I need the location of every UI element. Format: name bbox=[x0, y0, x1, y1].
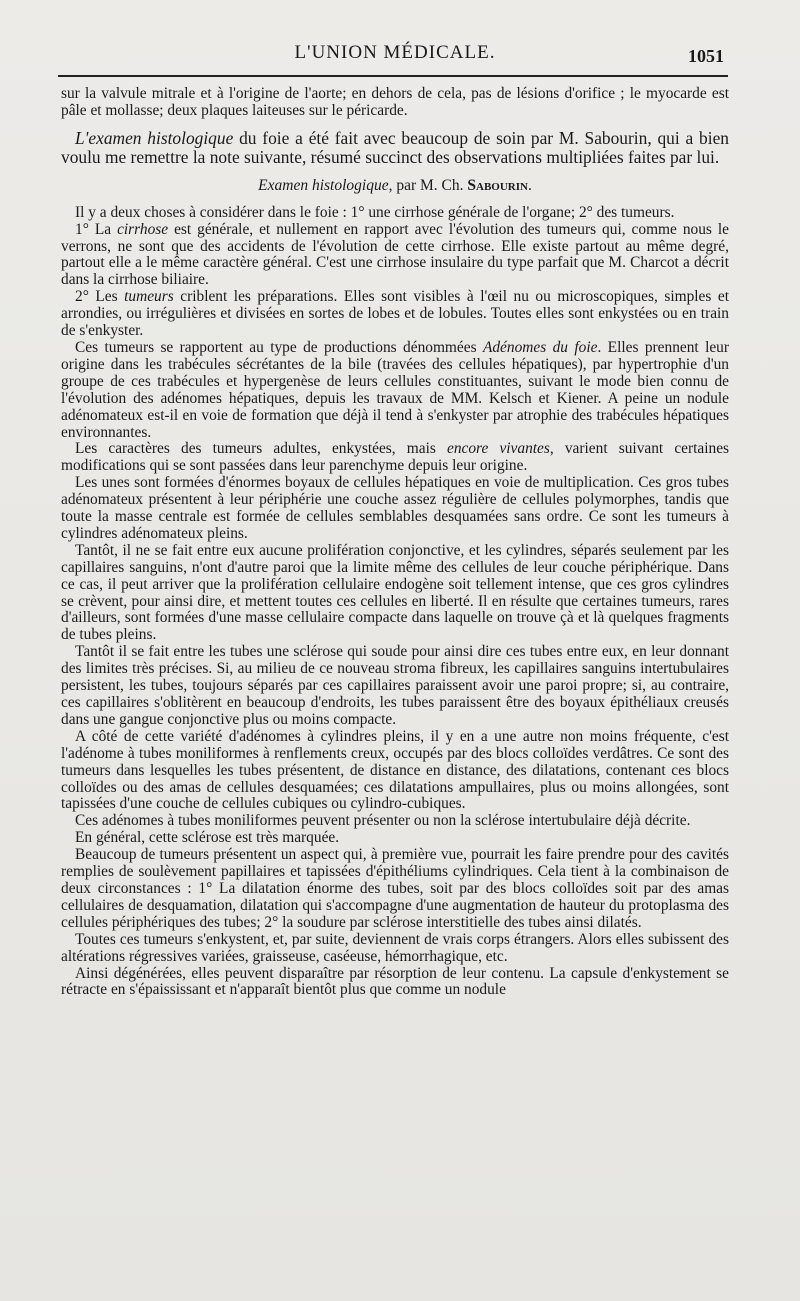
paragraph-p12 bbox=[61, 813, 729, 830]
italic-text: encore vivantes bbox=[447, 440, 550, 458]
text-run: . Elles prennent leur origine dans les trabécules sécrétantes de la bile (travées des cellules hépatiques), par hypertrophie d'un groupe de ces trabécules et hypergenèse de leurs cellules constituantes, suivant le mode bien connu de l'évolution des adénomes hépatiques, depuis les travaux de MM. Kelsch et Kiener. A peine un nodule adénomateux est-il en voie de formation que déjà il tend à s'enkyster par atrophie des trabécules hépatiques environnantes. bbox=[61, 338, 730, 441]
paragraph-p0 bbox=[61, 86, 729, 120]
text-run: Ainsi dégénérées, elles peuvent disparaître par résorption de leur contenu. La capsule d'enkystement se rétracte en s'épaississant et n'apparaît bientôt plus que comme un nodule bbox=[61, 964, 729, 999]
text-run: . bbox=[527, 176, 532, 194]
text-run: En général, cette sclérose est très marquée. bbox=[75, 829, 340, 847]
author-name: Sabourin bbox=[467, 176, 528, 194]
paragraph-p7 bbox=[61, 441, 729, 475]
text-run: , par M. Ch. bbox=[388, 176, 468, 194]
paragraph-p3 bbox=[61, 205, 729, 222]
text-run: 1° La bbox=[75, 220, 118, 238]
text-run: Les caractères des tumeurs adultes, enkystées, mais bbox=[75, 440, 447, 458]
paragraph-p8 bbox=[61, 475, 729, 543]
header-rule bbox=[58, 75, 728, 77]
paragraph-p9 bbox=[61, 543, 729, 644]
page-number: 1051 bbox=[688, 46, 724, 66]
page-header bbox=[60, 42, 730, 72]
text-run: Il y a deux choses à considérer dans le foie : 1° une cirrhose générale de l'organe; 2° des tumeurs. bbox=[75, 203, 675, 221]
text-run: Toutes ces tumeurs s'enkystent, et, par suite, deviennent de vrais corps étrangers. Alors elles subissent des altérations régressives variées, graisseuse, caséeuse, hémorrhagique, etc. bbox=[61, 930, 729, 965]
paragraph-p6 bbox=[61, 340, 729, 441]
running-title: L'UNION MÉDICALE. bbox=[294, 42, 496, 63]
paragraph-p13 bbox=[61, 830, 729, 847]
text-run: sur la valvule mitrale et à l'origine de l'aorte; en dehors de cela, pas de lésions d'orifice ; le myocarde est pâle et mollasse; deux plaques laiteuses sur le péricarde. bbox=[61, 85, 729, 119]
text-run: 2° Les bbox=[75, 288, 125, 306]
text-run: Ces adénomes à tubes moniliformes peuvent présenter ou non la sclérose intertubulaire déjà décrite. bbox=[75, 812, 691, 830]
paragraph-p10 bbox=[61, 644, 729, 729]
paragraph-p15 bbox=[61, 932, 729, 966]
paragraph-p2 bbox=[61, 178, 729, 195]
text-run: A côté de cette variété d'adénomes à cylindres pleins, il y en a une autre non moins fréquente, c'est l'adénome à tubes moniliformes à renflements creux, occupés par des blocs colloïdes verdâtres. Ce sont des tumeurs dans lesquelles les tubes présentent, de distance en distance, des dilatations, contenant ces blocs colloïdes ou des amas de cellules desquamées; ces dilatations ampullaires, plus ou moins allongées, sont tapissées d'une couche de cellules cubiques ou cylindro-cubiques. bbox=[61, 727, 729, 813]
text-run: Beaucoup de tumeurs présentent un aspect qui, à première vue, pourrait les faire prendre pour des cavités remplies de soulèvement papillaires et tapissées d'épithéliums cylindriques. Cela tient à la combinaison de deux circonstances : 1° La dilatation énorme des tubes, soit par des blocs colloïdes soit par des amas cellulaires de desquamation, dilatation qui s'accompagne d'une augmentation de hauteur du protoplasma des cellules périphériques des tubes; 2° la soudure par sclérose interstitielle des tubes ainsi dilatés. bbox=[61, 846, 729, 931]
text-run: Ces tumeurs se rapportent au type de productions dénommées bbox=[75, 338, 483, 356]
italic-text: tumeurs bbox=[124, 288, 174, 306]
italic-text: L'examen histologique bbox=[75, 127, 234, 148]
paragraph-p4 bbox=[61, 222, 729, 290]
paragraph-p16 bbox=[61, 966, 729, 1000]
paragraph-p14 bbox=[61, 847, 729, 932]
italic-text: Adénomes du foie bbox=[482, 338, 598, 356]
paragraph-p11 bbox=[61, 729, 729, 814]
paragraph-p1 bbox=[61, 129, 729, 167]
paragraph-p5 bbox=[61, 289, 729, 340]
article-body bbox=[61, 86, 729, 999]
text-run: Les unes sont formées d'énormes boyaux de cellules hépatiques en voie de multiplication. Ces gros tubes adénomateux présentent à leur périphérie une couche assez régulière de cellules polymorphes, tandis que toute la masse centrale est formée de cellules semblables desquamées sans ordre. Ce sont les tumeurs à cylindres adénomateux pleins. bbox=[61, 474, 729, 542]
italic-text: cirrhose bbox=[117, 220, 169, 238]
text-run: Tantôt il se fait entre les tubes une sclérose qui soude pour ainsi dire ces tubes entre eux, en leur donnant des limites très précises. Si, au milieu de ce nouveau stroma fibreux, les capillaires sanguins intertubulaires persistent, les tubes, toujours séparés par ces capillaires paraissent avoir une paroi propre; si, au contraire, ces capillaires s'oblitèrent en beaucoup d'endroits, les tubes paraissent être des boyaux épithéliaux creusés dans une gangue conjonctive plus ou moins compacte. bbox=[61, 643, 729, 728]
italic-text: Examen histologique bbox=[258, 176, 389, 194]
text-run: du foie a été fait avec beaucoup de soin par M. Sabourin, qui a bien voulu me remettre la note suivante, résumé succinct des observations multipliées faites par lui. bbox=[61, 127, 729, 167]
text-run: criblent les préparations. Elles sont visibles à l'œil nu ou microscopiques, simples et arrondies, ou irrégulières et divisées en sortes de lobes et de lobules. Toutes elles sont enkystées ou en train de s'enkyster. bbox=[61, 288, 729, 340]
text-run: est générale, et nullement en rapport avec l'évolution des tumeurs qui, comme nous le verrons, ne sont que des accidents de l'évolution de cette cirrhose. Elle existe partout au même degré, partout elle a le même caractère général. C'est une cirrhose insulaire du type parfait que M. Charcot a décrit dans la cirrhose biliaire. bbox=[61, 220, 730, 289]
text-run: Tantôt, il ne se fait entre eux aucune prolifération conjonctive, et les cylindres, séparés seulement par les capillaires sanguins, n'ont d'autre paroi que la limite même des cellules de leur couche périphérique. Dans ce cas, il peut arriver que la prolifération cellulaire endogène soit tellement intense, que ces gros cylindres se crèvent, pour ainsi dire, et mettent toutes ces cellules en liberté. Il en résulte que certaines tumeurs, rares d'ailleurs, sont formées d'une masse cellulaire compacte dans laquelle on trouve çà et là quelques fragments de tubes pleins. bbox=[61, 541, 729, 644]
text-run: , varient suivant certaines modifications qui se sont passées dans leur parenchyme depuis leur origine. bbox=[61, 440, 730, 475]
